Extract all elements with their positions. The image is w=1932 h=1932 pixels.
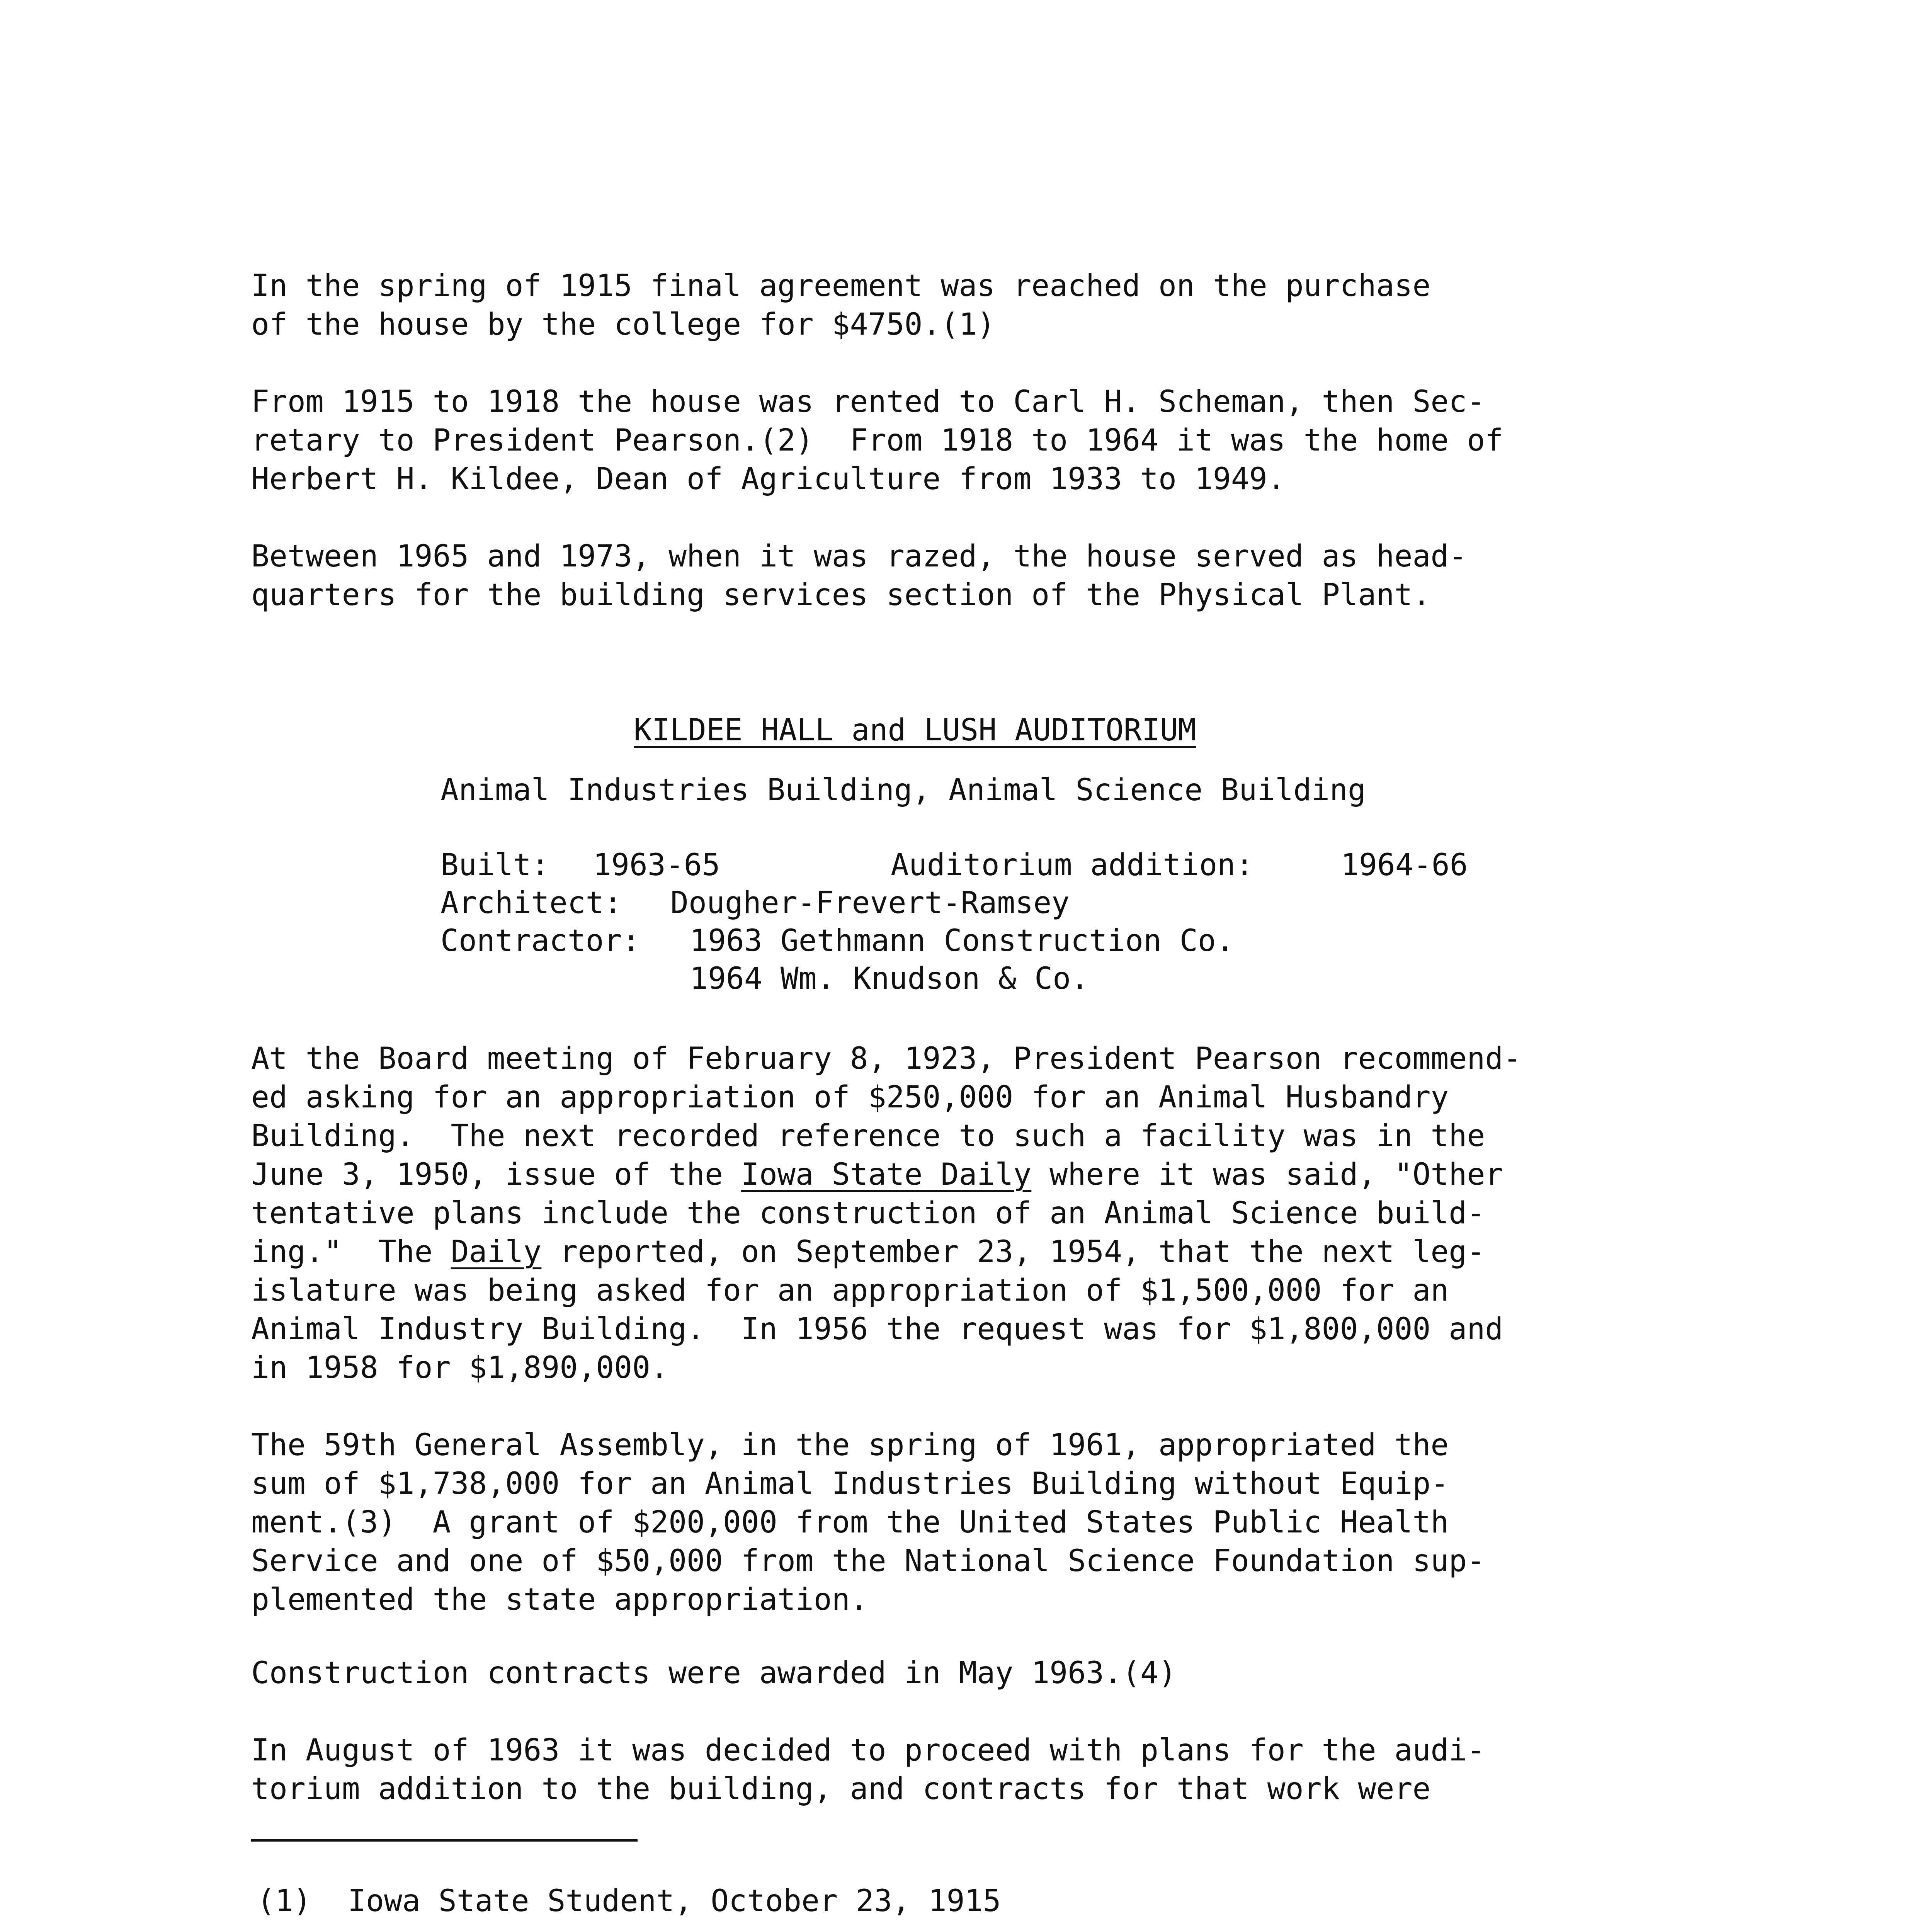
newspaper-title-short: Daily xyxy=(451,1235,542,1269)
text-segment: June 3, 1950, issue of the xyxy=(251,1157,741,1192)
paragraph-auditorium-addition xyxy=(251,1731,1758,1808)
newspaper-title: Iowa State Daily xyxy=(741,1157,1032,1192)
text-line xyxy=(251,1155,1758,1194)
text-line: tentative plans include the construction of an Animal Science build- xyxy=(251,1196,1485,1231)
paragraph-rental-history xyxy=(251,383,1758,498)
paragraph-general-assembly xyxy=(251,1426,1758,1619)
text-line: quarters for the building services section of the Physical Plant. xyxy=(251,578,1431,612)
text-line: Building. The next recorded reference to such a facility was in the xyxy=(251,1119,1485,1153)
architect-value: Dougher-Frevert-Ramsey xyxy=(670,886,1070,920)
text-line: ment.(3) A grant of $200,000 from the United States Public Health xyxy=(251,1505,1449,1540)
contractor-value-2: 1964 Wm. Knudson & Co. xyxy=(690,961,1089,996)
text-line: in 1958 for $1,890,000. xyxy=(251,1350,669,1385)
paragraph-razed xyxy=(251,537,1758,614)
contractor-label: Contractor: xyxy=(440,923,640,958)
built-label: Built: xyxy=(440,848,549,883)
text-line: Construction contracts were awarded in May 1963.(4) xyxy=(251,1656,1177,1690)
text-line: The 59th General Assembly, in the spring of 1961, appropriated the xyxy=(251,1428,1449,1463)
text-line xyxy=(251,1233,1758,1271)
text-line: of the house by the college for $4750.(1) xyxy=(251,307,995,342)
text-segment: where it was said, "Other xyxy=(1031,1157,1503,1192)
contractor-row xyxy=(440,922,1234,960)
paragraph-purchase xyxy=(251,267,1758,344)
text-line: sum of $1,738,000 for an Animal Industries Building without Equip- xyxy=(251,1466,1449,1501)
architect-row xyxy=(440,884,1070,922)
text-line: plemented the state appropriation. xyxy=(251,1582,868,1617)
addition-value: 1964-66 xyxy=(1341,848,1468,883)
text-segment: ing." The xyxy=(251,1235,451,1269)
text-line: torium addition to the building, and contracts for that work were xyxy=(251,1772,1431,1806)
text-line: retary to President Pearson.(2) From 1918 to 1964 it was the home of xyxy=(251,423,1503,458)
text-segment: reported, on September 23, 1954, that the next leg- xyxy=(541,1235,1485,1269)
paragraph-contracts-awarded xyxy=(251,1654,1758,1692)
built-row xyxy=(440,846,1468,884)
section-subtitle: Animal Industries Building, Animal Science Building xyxy=(440,773,1366,808)
text-line: Animal Industry Building. In 1956 the request was for $1,800,000 and xyxy=(251,1312,1503,1347)
architect-label: Architect: xyxy=(440,886,622,920)
contractor-value-1: 1963 Gethmann Construction Co. xyxy=(690,923,1234,958)
building-info xyxy=(440,846,1468,998)
text-line: Between 1965 and 1973, when it was razed, the house served as head- xyxy=(251,539,1467,574)
text-line: ed asking for an appropriation of $250,000 for an Animal Husbandry xyxy=(251,1080,1449,1115)
contractor-row-2 xyxy=(440,960,1089,998)
text-line: In August of 1963 it was decided to proceed with plans for the audi- xyxy=(251,1733,1485,1768)
footnote-text: Iowa State Student, October 23, 1915 xyxy=(348,1884,1001,1918)
text-line: From 1915 to 1918 the house was rented to Carl H. Scheman, then Sec- xyxy=(251,384,1485,419)
text-line: islature was being asked for an appropriation of $1,500,000 for an xyxy=(251,1273,1449,1308)
addition-label: Auditorium addition: xyxy=(891,848,1254,883)
paragraph-board-meeting xyxy=(251,1039,1758,1387)
text-line: Service and one of $50,000 from the National Science Foundation sup- xyxy=(251,1544,1485,1578)
section-heading: KILDEE HALL and LUSH AUDITORIUM xyxy=(634,713,1196,748)
footnote-divider xyxy=(251,1839,638,1842)
text-line: In the spring of 1915 final agreement was reached on the purchase xyxy=(251,269,1431,303)
footnote-number: (1) xyxy=(257,1884,311,1918)
text-line: Herbert H. Kildee, Dean of Agriculture from 1933 to 1949. xyxy=(251,462,1286,497)
footnote-item xyxy=(257,1882,1001,1932)
text-line: At the Board meeting of February 8, 1923, President Pearson recommend- xyxy=(251,1041,1522,1076)
built-value: 1963-65 xyxy=(593,848,720,883)
